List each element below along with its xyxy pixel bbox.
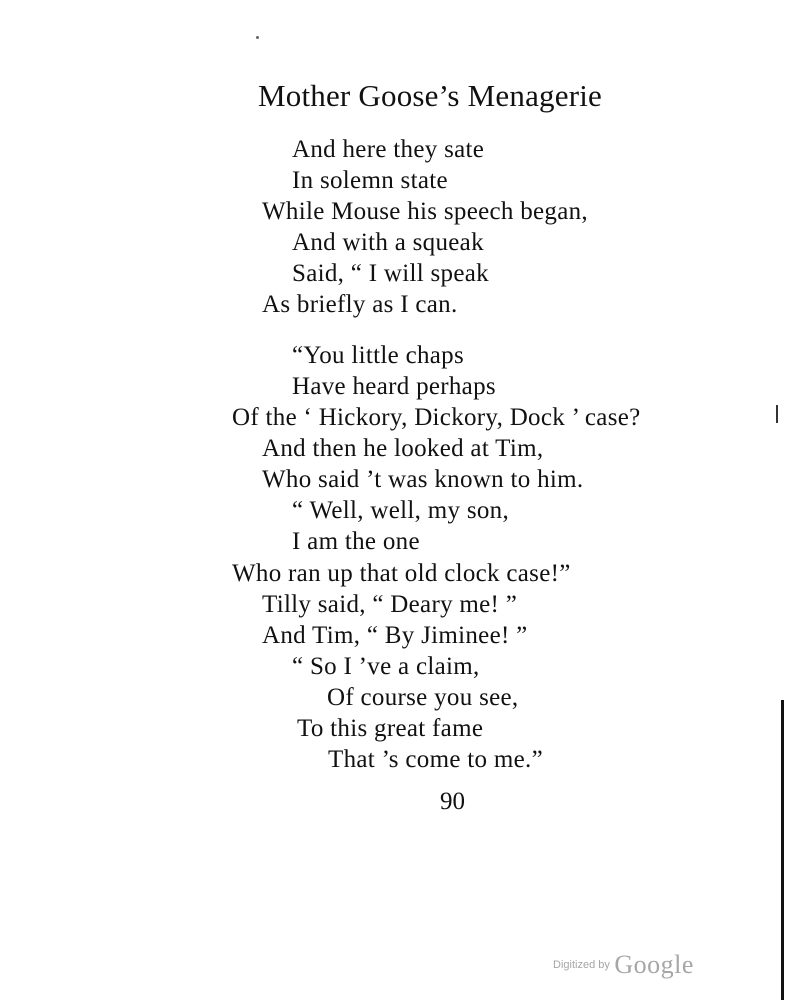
poem-line: Of the ‘ Hickory, Dickory, Dock ’ case? [232, 404, 641, 431]
poem-line: To this great fame [297, 715, 484, 742]
watermark-prefix: Digitized by [553, 959, 610, 971]
poem-line: In solemn state [292, 167, 448, 194]
poem-line: Of course you see, [327, 684, 519, 711]
google-logo: Google [614, 950, 694, 979]
poem-line: And then he looked at Tim, [262, 435, 544, 462]
poem-line: “ So I ’ve a claim, [292, 653, 480, 680]
poem-line: “ Well, well, my son, [292, 497, 509, 524]
running-header: Mother Goose’s Menagerie [258, 78, 602, 113]
poem-line: As briefly as I can. [262, 291, 458, 318]
poem-line: I am the one [292, 528, 420, 555]
dust-speck [256, 36, 259, 39]
page-number: 90 [440, 788, 465, 815]
poem-line: “You little chaps [292, 342, 464, 369]
scan-edge-tick [776, 405, 778, 423]
poem-line: And with a squeak [292, 229, 484, 256]
poem-line: Who ran up that old clock case!” [232, 560, 571, 587]
poem-line: That ’s come to me.” [328, 746, 543, 773]
poem-line: And Tim, “ By Jiminee! ” [262, 622, 528, 649]
digitized-watermark [553, 950, 694, 980]
poem-line: While Mouse his speech began, [262, 198, 588, 225]
poem-line: And here they sate [292, 136, 485, 163]
poem-line: Tilly said, “ Deary me! ” [262, 591, 518, 618]
scan-page-edge [781, 700, 784, 1000]
poem-line: Have heard perhaps [292, 373, 496, 400]
poem-line: Who said ’t was known to him. [262, 466, 584, 493]
poem-line: Said, “ I will speak [292, 260, 489, 287]
